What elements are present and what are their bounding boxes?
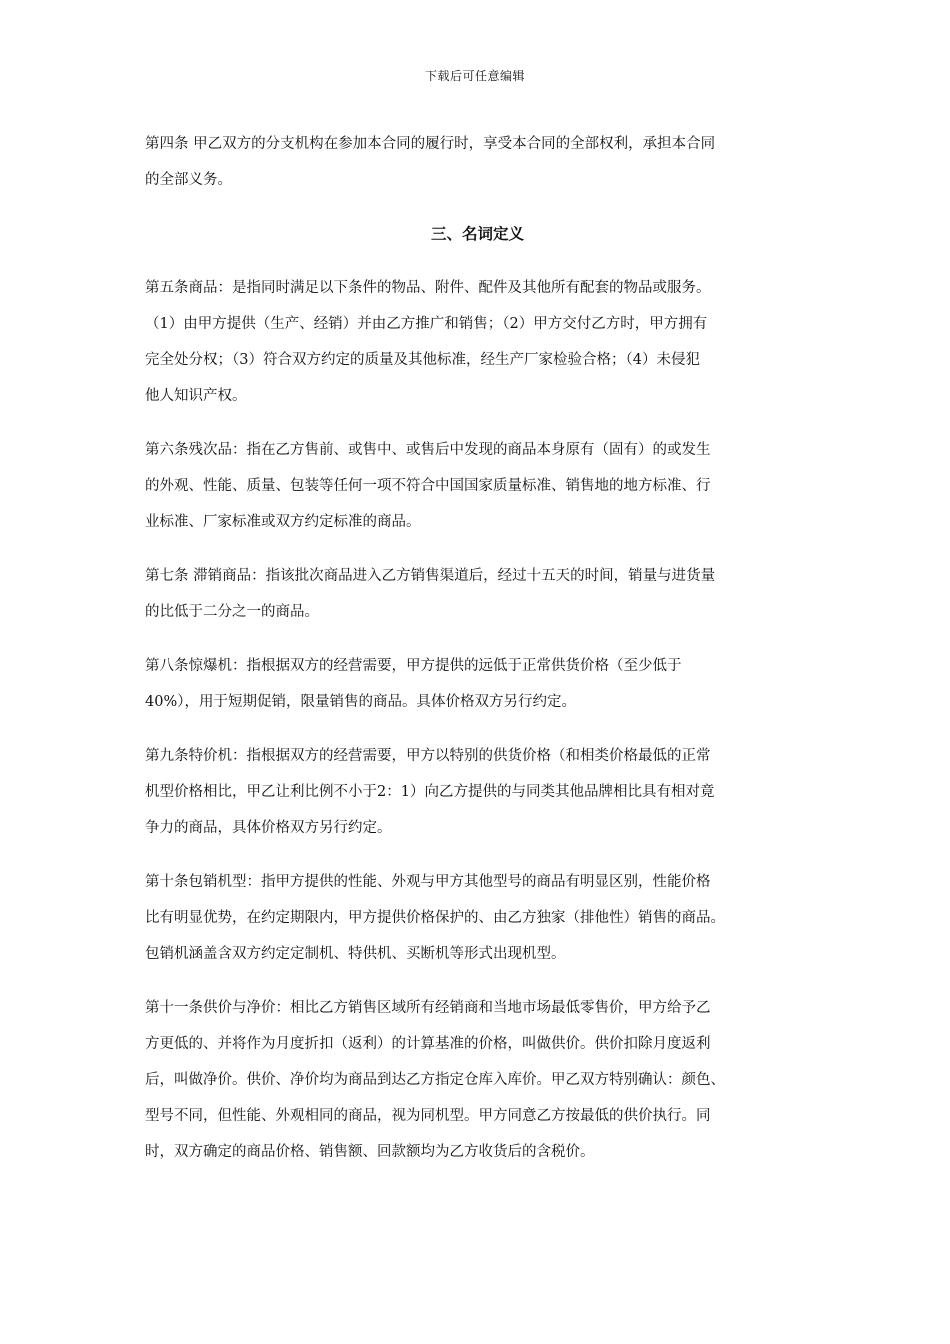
article-10-line: 第十条包销机型：指甲方提供的性能、外观与甲方其他型号的商品有明显区别，性能价格 bbox=[145, 874, 711, 890]
article-6-line: 第六条残次品：指在乙方售前、或售中、或售后中发现的商品本身原有（固有）的或发生 bbox=[145, 442, 711, 458]
article-6 bbox=[145, 432, 810, 540]
article-7-line: 第七条 滞销商品：指该批次商品进入乙方销售渠道后，经过十五天的时间，销量与进货量 bbox=[145, 568, 716, 584]
article-10-line: 比有明显优势，在约定期限内，甲方提供价格保护的、由乙方独家（排他性）销售的商品。 bbox=[145, 910, 725, 926]
article-11 bbox=[145, 990, 810, 1170]
article-9-line: 第九条特价机：指根据双方的经营需要，甲方以特别的供货价格（和相类价格最低的正常 bbox=[145, 748, 711, 764]
article-5-line: （1）由甲方提供（生产、经销）并由乙方推广和销售；（2）甲方交付乙方时，甲方拥有 bbox=[145, 316, 708, 332]
article-4-line: 第四条 甲乙双方的分支机构在参加本合同的履行时，享受本合同的全部权利，承担本合同 bbox=[145, 136, 716, 152]
page-header: 下载后可任意编辑 bbox=[424, 69, 525, 83]
article-8-line: 40%），用于短期促销，限量销售的商品。具体价格双方另行约定。 bbox=[145, 694, 576, 710]
document-body bbox=[145, 126, 810, 1188]
article-10 bbox=[145, 864, 810, 972]
article-7-line: 的比低于二分之一的商品。 bbox=[145, 604, 319, 620]
article-4-line: 的全部义务。 bbox=[145, 172, 232, 188]
article-9-line: 机型价格相比，甲乙让利比例不小于2：1）向乙方提供的与同类其他品牌相比具有相对竟 bbox=[145, 784, 715, 800]
article-10-line: 包销机涵盖含双方约定定制机、特供机、买断机等形式出现机型。 bbox=[145, 946, 566, 962]
article-9-line: 争力的商品，具体价格双方另行约定。 bbox=[145, 820, 392, 836]
article-8 bbox=[145, 648, 810, 720]
article-5-line: 第五条商品：是指同时满足以下条件的物品、附件、配件及其他所有配套的物品或服务。 bbox=[145, 280, 711, 296]
section-title: 三、名词定义 bbox=[430, 224, 524, 243]
article-11-line: 型号不同，但性能、外观相同的商品，视为同机型。甲方同意乙方按最低的供价执行。同 bbox=[145, 1108, 711, 1124]
article-5-line: 他人知识产权。 bbox=[145, 388, 247, 404]
article-11-line: 方更低的、并将作为月度折扣（返利）的计算基准的价格，叫做供价。供价扣除月度返利 bbox=[145, 1036, 711, 1052]
article-8-line: 第八条惊爆机：指根据双方的经营需要，甲方提供的远低于正常供货价格（至少低于 bbox=[145, 658, 682, 674]
article-11-line: 后，叫做净价。供价、净价均为商品到达乙方指定仓库入库价。甲乙双方特别确认：颜色、 bbox=[145, 1072, 725, 1088]
article-11-line: 第十一条供价与净价：相比乙方销售区域所有经销商和当地市场最低零售价，甲方给予乙 bbox=[145, 1000, 711, 1016]
article-6-line: 业标准、厂家标准或双方约定标准的商品。 bbox=[145, 514, 421, 530]
article-5 bbox=[145, 270, 810, 414]
article-11-line: 时，双方确定的商品价格、销售额、回款额均为乙方收货后的含税价。 bbox=[145, 1144, 595, 1160]
article-5-line: 完全处分权；（3）符合双方约定的质量及其他标准，经生产厂家检验合格；（4）未侵犯 bbox=[145, 352, 700, 368]
article-6-line: 的外观、性能、质量、包装等任何一项不符合中国国家质量标准、销售地的地方标准、行 bbox=[145, 478, 711, 494]
article-9 bbox=[145, 738, 810, 846]
article-4 bbox=[145, 126, 810, 198]
article-7 bbox=[145, 558, 810, 630]
